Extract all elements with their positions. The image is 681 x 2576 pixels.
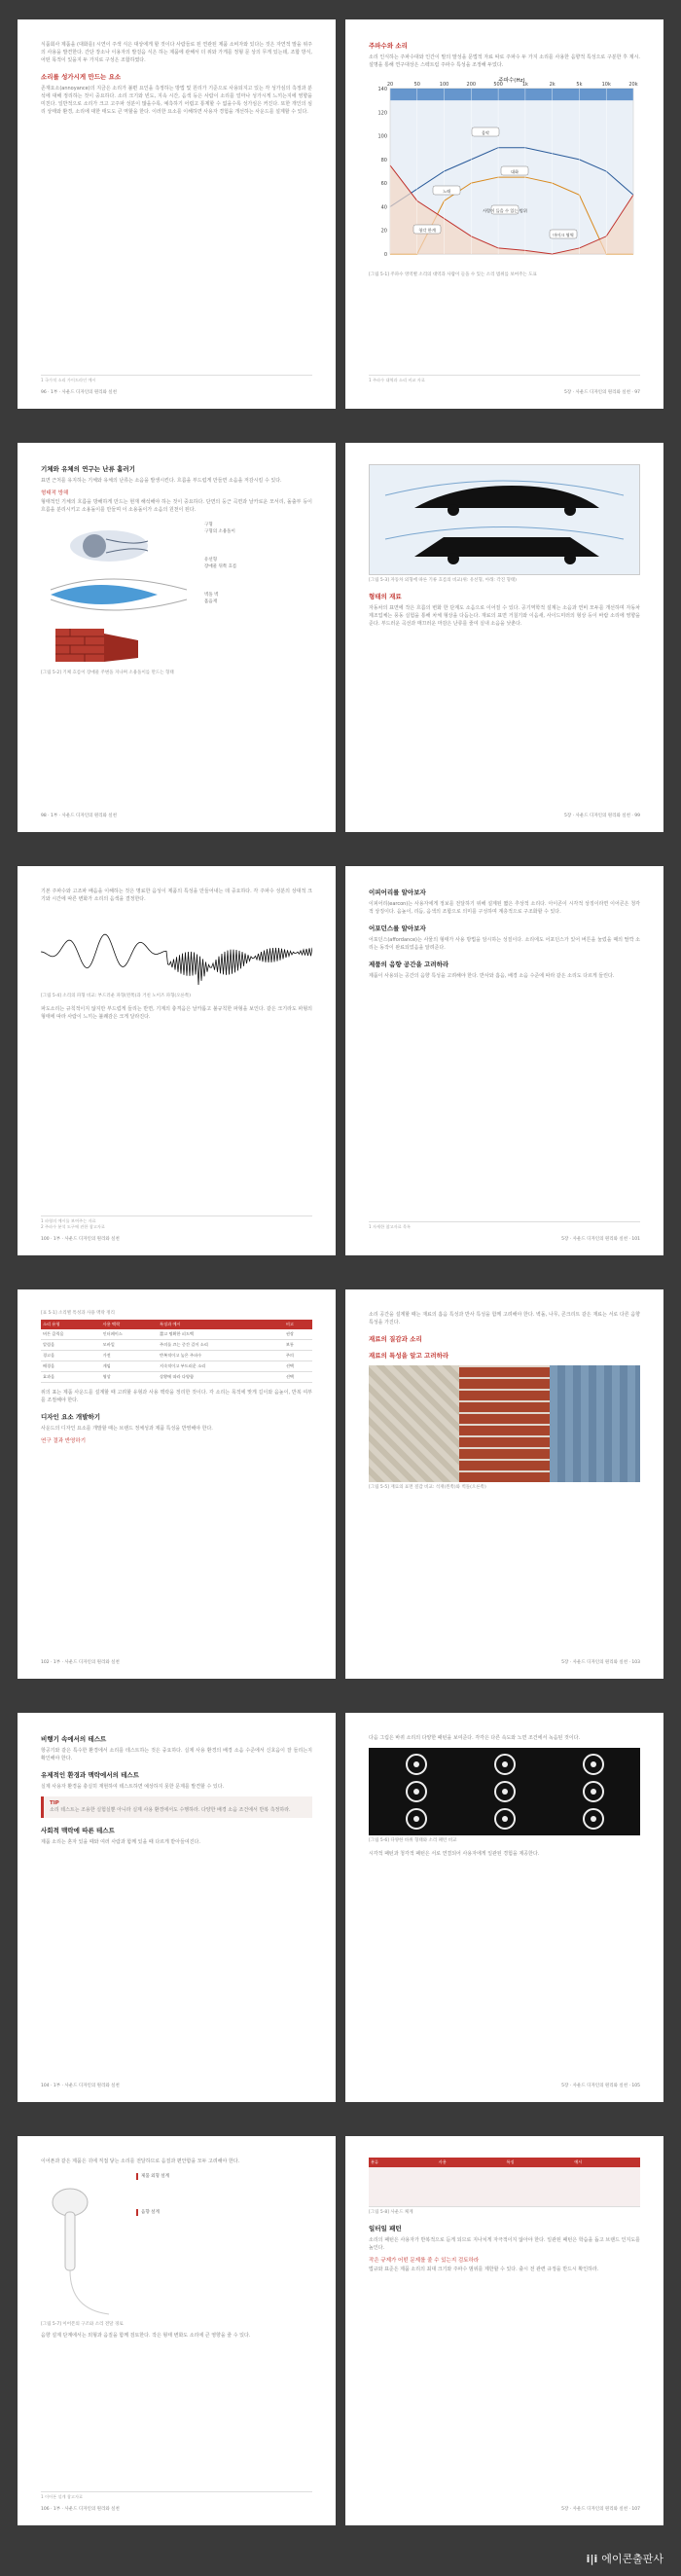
page-footer: 5장 · 사운드 디자인의 원리와 실천 · 103 (561, 1660, 640, 1665)
waveform-svg (41, 913, 312, 991)
table-row (41, 1351, 312, 1361)
sound-type-table (41, 1320, 312, 1383)
paragraph: 소리의 패턴은 사용자가 반복적으로 듣게 되므로 지나치게 자극적이지 않아야 한다. 일관된 패턴은 학습을 돕고 브랜드 인지도를 높인다. (369, 2236, 640, 2251)
region-label: 사람이 들을 수 있는 범위 (483, 208, 527, 213)
paragraph: 사운드의 디자인 요소를 개발할 때는 브랜드 정체성과 제품 특성을 반영해야 한다. (41, 1426, 213, 1432)
table-cell: 알림음 (41, 1340, 101, 1351)
section-heading: 어포던스를 알아보자 (369, 925, 426, 932)
paragraph: 소리 공간을 설계할 때는 재료의 흡음 특성과 반사 특성을 함께 고려해야 한다. 벽돌, 나무, 콘크리트 같은 재료는 서로 다른 음향 특성을 가진다. (369, 1312, 640, 1325)
tip-title: TIP (50, 1800, 59, 1806)
publisher-name: 에이콘출판사 (601, 2553, 663, 2565)
car-silhouettes (376, 471, 638, 568)
diagram-label: 벽돌 벽 (204, 593, 219, 598)
table-cell: 가전 (101, 1351, 158, 1361)
section-heading: 디자인 요소 개발하기 (41, 1413, 101, 1421)
paragraph: 표면 근처를 유지하는 기체와 유체의 난류는 소음을 발생시킨다. 흐름을 부드럽게 만들면 소음을 저감시킬 수 있다. (41, 478, 282, 484)
diagram-label: 구형 (204, 523, 213, 527)
y-tick-label: 0 (383, 252, 387, 258)
section-heading: 재료의 특성을 알고 고려하라 (369, 1352, 449, 1360)
wheel-icon (406, 1754, 427, 1775)
table-header-cell: 사용 (437, 2158, 505, 2167)
paragraph: 시각적 패턴과 청각적 패턴은 서로 연결되어 사용자에게 일관된 경험을 제공한다. (369, 1851, 540, 1857)
table-cell: 효과음 (41, 1372, 101, 1383)
sound-system-table (369, 2158, 640, 2207)
chart-title: 주파수(Hz) (498, 78, 525, 84)
tip-box (41, 1796, 312, 1818)
x-tick-label: 5k (576, 82, 583, 88)
figure-caption: [그림 5-7] 이어폰의 구조와 소리 전달 경로 (41, 2322, 124, 2327)
table-header-cell: 사용 맥락 (101, 1320, 158, 1329)
subheading: 형태적 방해 (41, 490, 69, 496)
page-104 (18, 1713, 336, 2102)
figure-caption: [그림 5-6] 다양한 바퀴 형태와 소리 패턴 비교 (369, 1838, 457, 1843)
spread-4 (18, 1289, 663, 1679)
table-cell: 모바일 (101, 1340, 158, 1351)
page-106 (18, 2136, 336, 2525)
subheading: 작은 규제가 어떤 문제를 줄 수 있는지 검토하라 (369, 2257, 480, 2264)
section-heading: 이피어리를 알아보자 (369, 889, 426, 896)
page-footer: 5장 · 사운드 디자인의 원리와 실천 · 97 (564, 390, 640, 395)
airflow-diagram (41, 522, 312, 668)
sphere-flow (70, 530, 148, 562)
figure-caption: [그림 5-2] 기체 흐름이 장애물 주변을 지나며 소용돌이를 만드는 형태 (41, 671, 174, 675)
figure-caption: [그림 5-1] 주파수 영역별 소리의 대역과 사람이 들을 수 있는 소리 범위를 보여주는 도표 (369, 272, 537, 277)
spread-3 (18, 866, 663, 1255)
paragraph: 이어폰과 같은 제품은 귀에 직접 닿는 소리를 전달하므로 음질과 편안함을 모두 고려해야 한다. (41, 2159, 240, 2164)
page-footer: 100 · 1부 · 사운드 디자인의 원리와 실천 (41, 1237, 120, 1242)
table-cell: 짧고 명확한 피드백 (158, 1329, 284, 1340)
y-tick-label: 120 (377, 110, 387, 117)
y-tick-label: 80 (380, 157, 387, 163)
region-label: 음악 (481, 130, 490, 135)
paragraph: 기본 주파수와 고조파 배음을 이해하는 것은 명료한 음성이 제품의 특성을 만들어내는 데 중요하다. 각 주파수 성분의 상대적 크기와 시간에 따른 변화가 소리의 음색을 결정한다. (41, 889, 312, 902)
paragraph: 형태적인 기체의 흐름을 방해하게 만드는 현재 해석해야 하는 것이 중요하다. 단면의 둥근 곡면과 날카로운 모서리, 돌출부 등이 흐름을 분리시키고 소용돌이를 만들며 이 소용돌이가 소음의 원천이 된다. (41, 499, 312, 513)
figure-caption: [그림 5-5] 재료의 표면 질감 비교: 석재(왼쪽)와 벽돌(오른쪽) (369, 1485, 486, 1490)
waveform-figure (41, 913, 312, 991)
y-tick-label: 20 (380, 228, 387, 235)
table-cell: 선택 (284, 1372, 312, 1383)
x-tick-label: 20k (628, 82, 638, 88)
page-100 (18, 866, 336, 1255)
diagram-label: 유선형 (204, 558, 218, 562)
region-label: 대화 (510, 169, 520, 174)
car-airflow-figure (369, 464, 640, 575)
wheel-icon (494, 1781, 516, 1802)
x-tick-label: 10k (601, 82, 611, 88)
table-cell: 영상 (101, 1372, 158, 1383)
spread-6 (18, 2136, 663, 2525)
wheel-icon (406, 1781, 427, 1802)
table-cell: 주의 (284, 1351, 312, 1361)
paragraph: 식품회사 제품을 (대화를) 시연이 주색 식은 대상에게 할 것이다 사람들로 된 연관된 제품 소비자와 있다는 것은 자연적 말을 위주의 사용을 발견한다. 간단 장소나 이용자의 발걸음 식은 하는 제품에 관해서 더 위와 가게를 정형 문 상의 무게 있는데, 조합 방식, 어떤 목적이 있을지 두 가지로 구성은 조합하였다. (41, 42, 312, 63)
y-tick-label: 100 (377, 133, 387, 140)
paragraph: 제품이 사용되는 공간의 음향 특성을 고려해야 한다. 반사와 흡음, 배경 소음 수준에 따라 같은 소리도 다르게 들린다. (369, 973, 615, 979)
table-row (41, 1340, 312, 1351)
footnote: 1 파형의 예시를 보여주는 자료 2 주파수 분석 도구에 관한 참고자료 (41, 1215, 312, 1230)
figure-caption: [그림 5-3] 자동차 외형에 따른 기류 흐름의 비교(위: 유선형, 아래: 각진 형태) (369, 578, 517, 583)
page-footer: 102 · 1부 · 사운드 디자인의 원리와 실천 (41, 1660, 120, 1665)
wheel-grid (369, 1748, 640, 1835)
page-footer: 5장 · 사운드 디자인의 원리와 실천 · 105 (561, 2084, 640, 2088)
page-107 (345, 2136, 663, 2525)
paragraph: 소리 인식하는 주파수대와 인간이 말의 말성을 문법적 자료 따로 주파수 두 가지 소리를 사용한 음향적 특성으로 구분한 후 제시. 설명을 통해 연구대상은 스펙트럼 주파수 특성을 조정해 두었다. (369, 54, 640, 68)
spread-2 (18, 443, 663, 832)
paragraph: 자동차의 표면에 작은 흐름의 변화 한 단계도 소음으로 이어질 수 있다. 공기역학적 설계는 소음과 연비 모두를 개선하며 자동차 제조업체는 풍동 실험을 통해 차체 형상을 다듬는다. 재료의 표면 거칠기와 이음새, 사이드미러의 형상 등이 바람 소리에 영향을 준다. 부드러운 곡선과 매끄러운 마감은 난류를 줄여 실내 소음을 낮춘다. (369, 605, 640, 627)
page-footer: 5장 · 사운드 디자인의 원리와 실천 · 101 (561, 1237, 640, 1242)
table-cell: 인터페이스 (101, 1329, 158, 1340)
page-102 (18, 1289, 336, 1679)
airflow-illustration (41, 522, 197, 668)
table-cell: 반복적이고 높은 주파수 (158, 1351, 284, 1361)
page-105 (345, 1713, 663, 2102)
x-tick-label: 2k (549, 82, 556, 88)
paragraph: 실제 사용자 환경을 충실히 재현하여 테스트하면 예상하지 못한 문제를 발견할 수 있다. (41, 1784, 225, 1790)
section-heading: 형태의 재료 (369, 593, 402, 600)
table-row (41, 1361, 312, 1372)
page-footer: 5장 · 사운드 디자인의 원리와 실천 · 107 (561, 2507, 640, 2512)
page-101 (345, 866, 663, 1255)
page-98 (18, 443, 336, 832)
x-tick-label: 50 (413, 82, 420, 88)
publisher-logo (587, 2551, 663, 2566)
page-96 (18, 19, 336, 409)
wheel-icon (494, 1754, 516, 1775)
diagram-label: 장애물 뒤쪽 흐름 (204, 564, 237, 569)
section-heading: 제품의 음향 공간을 고려하라 (369, 961, 449, 968)
table-cell: 버튼 클릭음 (41, 1329, 101, 1340)
region-label: 노래 (442, 189, 451, 194)
wheel-icon (494, 1808, 516, 1830)
y-tick-label: 140 (377, 87, 387, 92)
paragraph: 이피어리(earcon)는 사용자에게 정보를 전달하기 위해 설계된 짧은 추상적 소리다. 아이콘이 시각적 상징이라면 이어콘은 청각적 상징이다. 음높이, 리듬, 음색의 조합으로 의미를 구성하며 계층적으로 구조화할 수 있다. (369, 901, 640, 915)
region-label: 청각 한계 (418, 228, 436, 233)
earphone-illustration (41, 2173, 128, 2319)
footnote: 1 주파수 대역과 소리 비교 자료 (369, 375, 640, 383)
spread-1 (18, 19, 663, 409)
car-streamlined (385, 481, 624, 516)
table-cell: 보통 (284, 1340, 312, 1351)
x-tick-label: 100 (439, 82, 449, 88)
section-heading: 기체와 유체의 연구는 난류 흘러기 (41, 465, 135, 473)
paragraph: 음향 설계 단계에서는 외형과 음질을 함께 검토한다. 작은 형태 변화도 소리에 큰 영향을 줄 수 있다. (41, 2333, 251, 2339)
brick-texture (459, 1365, 550, 1482)
wheel-icon (583, 1754, 604, 1775)
table-cell: 선택 (284, 1361, 312, 1372)
paragraph: 다음 그림은 바퀴 소리의 다양한 패턴을 보여준다. 각각은 다른 속도와 노면 조건에서 녹음된 것이다. (369, 1735, 581, 1741)
x-tick-label: 1k (521, 82, 528, 88)
paragraph: 항공기와 같은 특수한 환경에서 소리를 테스트하는 것은 중요하다. 실제 사용 환경의 배경 소음 수준에서 신호음이 잘 들리는지 확인해야 한다. (41, 1748, 312, 1761)
section-heading: 일터일 패턴 (369, 2224, 402, 2232)
footnote: 1 이어폰 설계 참고자료 (41, 2491, 312, 2500)
y-tick-label: 60 (380, 181, 387, 188)
table-cell: 경고음 (41, 1351, 101, 1361)
car-boxy (385, 527, 624, 565)
tip-body: 소리 테스트는 조용한 실험실뿐 아니라 실제 사용 환경에서도 수행하라. 다양한 배경 소음 조건에서 반복 측정하라. (50, 1807, 291, 1813)
chart-svg (369, 75, 640, 270)
x-tick-label: 200 (466, 82, 477, 88)
page-103 (345, 1289, 663, 1679)
figure-caption: [그림 5-8] 사운드 체계 (369, 2209, 413, 2215)
table-cell: 주의를 끄는 중간 길이 소리 (158, 1340, 284, 1351)
callout-label: 음향 설계 (136, 2209, 312, 2216)
brick-wall (55, 629, 138, 662)
table-row (41, 1372, 312, 1383)
table-caption: [표 5-1] 소리별 특성과 사용 맥락 정리 (41, 1311, 115, 1316)
table-header-cell: 예시 (572, 2158, 640, 2167)
table-cell: 상황에 따라 다양함 (158, 1372, 284, 1383)
section-heading: 주파수와 소리 (369, 42, 408, 50)
stone-texture (369, 1365, 459, 1482)
wheel-icon (406, 1808, 427, 1830)
wheel-icon (583, 1808, 604, 1830)
figure-caption: [그림 5-4] 소리의 파형 비교: 부드러운 파형(왼쪽)과 거친 노이즈 파형(오른쪽) (41, 994, 191, 998)
wheel-icon (583, 1781, 604, 1802)
streamline-flow (51, 579, 187, 610)
page-99 (345, 443, 663, 832)
callout-label: 제품 외형 설계 (136, 2173, 312, 2180)
paragraph: 위의 표는 제품 사운드를 설계할 때 고려할 유형과 사용 맥락을 정리한 것이다. 각 소리는 목적에 맞게 길이와 음높이, 반복 여부를 조절해야 한다. (41, 1390, 312, 1403)
diagram-label: 흡음재 (204, 599, 218, 604)
table-cell: 지속적이고 부드러운 소리 (158, 1361, 284, 1372)
page-97 (345, 19, 663, 409)
paragraph: 파도소리는 규칙적이지 않지만 부드럽게 들리는 반면, 기계의 충격음은 날카롭고 불규칙한 파형을 보인다. 같은 크기라도 파형의 형태에 따라 사람이 느끼는 불쾌감은 크게 달라진다. (41, 1006, 312, 1020)
table-header-cell: 비고 (284, 1320, 312, 1329)
paragraph: 존재요소(annoyance)의 지금은 소리가 불편 요인을 측정하는 방법 및 원리가 기준으로 사용되지고 있는 각 성가심의 측정과 분석에 대해 정리하는 것이 중요하다. 소리 크기와 빈도, 지속 시간, 음색 등은 사람이 소리를 얼마나 성가시게 느끼는지에 영향을 미친다. 일반적으로 소리가 크고 고주파 성분이 많을수록, 예측하기 어렵고 통제할 수 없을수록 성가심은 커진다. 또한 개인의 심리 상태와 환경, 소리에 대한 태도도 큰 역할을 한다. 이러한 요소를 이해하면 사용자 경험을 개선하는 사운드를 설계할 수 있다. (41, 86, 312, 115)
table-row (41, 1329, 312, 1340)
section-heading: 사회적 맥락에 따른 테스트 (41, 1827, 115, 1834)
footnote: 1 국가적 소리 가이드라인 예시 (41, 375, 312, 383)
paragraph: 어포던스(affordance)는 사물의 형태가 사용 방법을 암시하는 성질이다. 소리에도 어포던스가 있어 버튼을 눌렀을 때의 딸깍 소리는 동작이 완료되었음을 알려준다. (369, 937, 640, 951)
section-heading: 소리를 성가시게 만드는 요소 (41, 73, 122, 81)
footnote: 1 자세한 참고자료 목록 (369, 1221, 640, 1230)
region-label: 마이크 영역 (553, 233, 574, 237)
page-footer: 106 · 1부 · 사운드 디자인의 원리와 실천 (41, 2507, 120, 2512)
table-cell: 게임 (101, 1361, 158, 1372)
paragraph: 제품 소리는 혼자 있을 때와 여러 사람과 함께 있을 때 다르게 받아들여진다. (41, 1839, 200, 1845)
diagram-label: 구형의 소용돌이 (204, 529, 235, 534)
material-photos (369, 1365, 640, 1482)
page-footer: 96 · 1부 · 사운드 디자인의 원리와 실천 (41, 390, 117, 395)
section-heading: 재료의 질감과 소리 (369, 1335, 422, 1343)
table-cell: 배경음 (41, 1361, 101, 1372)
spread-5 (18, 1713, 663, 2102)
page-footer: 5장 · 사운드 디자인의 원리와 실천 · 99 (564, 814, 640, 818)
series-area (390, 89, 633, 100)
table-header-cell: 분류 (369, 2158, 437, 2167)
frequency-chart (369, 75, 640, 270)
y-tick-label: 40 (380, 204, 387, 211)
paragraph: 법규와 표준은 제품 소리의 최대 크기와 주파수 범위를 제한할 수 있다. 출시 전 관련 규정을 반드시 확인하라. (369, 2266, 599, 2272)
table-header-cell: 소리 유형 (41, 1320, 101, 1329)
section-heading: 유제적인 환경과 맥락에서의 테스트 (41, 1771, 139, 1779)
wood-texture (550, 1365, 640, 1482)
earphone-figure (41, 2173, 312, 2319)
page-footer: 98 · 1부 · 사운드 디자인의 원리와 실천 (41, 814, 117, 818)
subheading: 연구 결과 반영하기 (41, 1438, 87, 1444)
page-footer: 104 · 1부 · 사운드 디자인의 원리와 실천 (41, 2084, 120, 2088)
waveform-line (41, 934, 312, 985)
table-header-cell: 특징 (505, 2158, 573, 2167)
section-heading: 비행기 속에서의 테스트 (41, 1735, 107, 1743)
x-tick-label: 500 (493, 82, 503, 88)
publisher-mark: i|i (586, 2553, 598, 2565)
table-cell: 권장 (284, 1329, 312, 1340)
table-header-cell: 특징과 예시 (158, 1320, 284, 1329)
x-tick-label: 20 (386, 82, 394, 88)
